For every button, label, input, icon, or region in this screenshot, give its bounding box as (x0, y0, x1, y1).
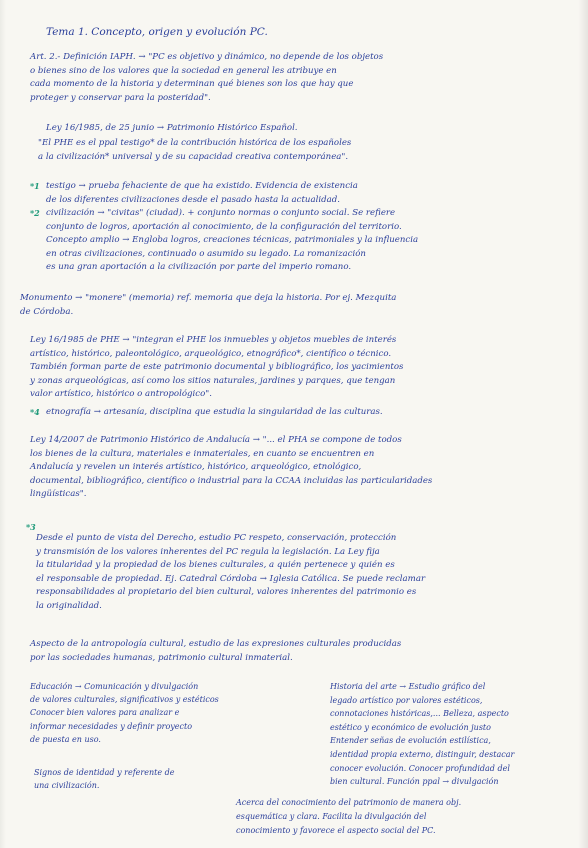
text-line: los bienes de la cultura, materiales e inmateriales, en cuanto se encuentren en (30, 448, 375, 459)
text-line: Desde el punto de vista del Derecho, estudio PC respeto, conservación, protección (36, 533, 397, 543)
text-line: Art. 2.- Definición IAPH. → "PC es objetivo y dinámico, no depende de los objetos (30, 52, 384, 62)
text-line: de valores culturales, significativos y estéticos (30, 695, 219, 705)
art2-paragraph (30, 51, 383, 105)
text-line: estético y económico de evolución justo (330, 722, 491, 732)
text-line: etnografía → artesanía, disciplina que estudia la singularidad de las culturas. (46, 407, 383, 417)
text-line: También forman parte de este patrimonio documental y bibliográfico, los yacimientos (30, 362, 404, 373)
text-line: "El PHE es el ppal testigo* de la contribución histórica de los españoles (38, 138, 352, 148)
text-line: lingüísticas". (30, 489, 87, 500)
derecho-paragraph (26, 522, 426, 614)
text-line: documental, bibliográfico, científico o industrial para la CCAA incluidas las particularidades (30, 475, 433, 486)
monumento-paragraph (20, 292, 396, 319)
text-line: Signos de identidad y referente de (34, 768, 175, 777)
text-line: conjunto de logros, aportación al conocimiento, de la configuración del territorio. (46, 221, 402, 232)
text-line: conocer evolución. Conocer profundidad del (330, 763, 510, 773)
text-line: Historia del arte → Estudio gráfico del (330, 682, 486, 691)
text-line: informar necesidades y definir proyecto (30, 721, 193, 731)
etnografia-note (30, 406, 383, 420)
ley1985-quote (38, 137, 351, 164)
text-line: legado artístico por valores estéticos, (330, 695, 483, 705)
ley1985-art-paragraph (30, 334, 403, 402)
text-line: conocimiento y favorece el aspecto social del PC. (236, 826, 436, 835)
text-line: valor artístico, histórico o antropológico". (30, 389, 212, 400)
text-line: Educación → Comunicación y divulgación (30, 682, 199, 691)
footnote-marker: *3 (26, 522, 36, 532)
text-line: responsabilidades al propietario del bien cultural, valores inherentes del patrimonio es (36, 587, 417, 598)
text-line: Entender señas de evolución estilística, (330, 736, 491, 746)
text-line: proteger y conservar para la posteridad". (30, 92, 211, 103)
text-line: la titularidad y la propiedad de los bienes culturales, a quién pertenece y quién es (36, 560, 395, 571)
text-line: Aspecto de la antropología cultural, estudio de las expresiones culturales producidas (30, 639, 402, 649)
text-line: y zonas arqueológicas, así como los sitios naturales, jardines y parques, que tengan (30, 375, 396, 386)
text-line: Ley 16/1985 de PHE → "integran el PHE los inmuebles y objetos muebles de interés (30, 335, 397, 345)
educacion-column (30, 680, 219, 746)
text-line: bien cultural. Función ppal → divulgación (330, 777, 499, 787)
text-line: connotaciones históricas,... Belleza, aspecto (330, 709, 509, 719)
text-line: Andalucía y revelen un interés artístico, histórico, arqueológico, etnológico, (30, 462, 362, 473)
text-line: de puesta en uso. (30, 734, 101, 744)
text-line: de Córdoba. (20, 306, 74, 317)
text-line: la originalidad. (36, 600, 102, 611)
text-line: esquemática y clara. Facilita la divulgación del (236, 812, 427, 821)
text-line: artístico, histórico, paleontológico, arqueológico, etnográfico*, científico o técnico. (30, 348, 392, 359)
text-line: testigo → prueba fehaciente de que ha existido. Evidencia de existencia (46, 181, 358, 191)
testigo-note (30, 180, 358, 207)
historia-arte-column (330, 680, 514, 789)
text-line: Concepto amplio → Engloba logros, creaciones técnicas, patrimoniales y la influencia (46, 235, 419, 246)
footnote-marker: *1 (30, 181, 40, 191)
text-line: por las sociedades humanas, patrimonio cultural inmaterial. (30, 652, 293, 663)
antropologia-paragraph (30, 638, 401, 665)
civilizacion-note (30, 207, 419, 275)
text-line: Monumento → "monere" (memoria) ref. memoria que deja la historia. Por ej. Mezquita (20, 293, 397, 303)
text-line: Acerca del conocimiento del patrimonio de manera obj. (236, 798, 462, 807)
acerca-paragraph (236, 796, 461, 838)
text-line: identidad propia externo, distinguir, destacar (330, 749, 515, 759)
text-line: una civilización. (34, 781, 100, 791)
text-line: cada momento de la historia y determinan qué bienes son los que hay que (30, 79, 354, 90)
ley2007-paragraph (30, 434, 432, 502)
text-line: de los diferentes civilizaciones desde el pasado hasta la actualidad. (46, 194, 340, 205)
page-title: Tema 1. Concepto, origen y evolución PC. (46, 26, 268, 38)
text-line: Ley 14/2007 de Patrimonio Histórico de Andalucía → "... el PHA se compone de todos (30, 435, 402, 445)
text-line: es una gran aportación a la civilización por parte del imperio romano. (46, 262, 352, 273)
footnote-marker: *4 (30, 407, 40, 417)
ley1985-header: Ley 16/1985, de 25 junio → Patrimonio Histórico Español. (46, 123, 298, 133)
text-line: el responsable de propiedad. Ej. Catedral Córdoba → Iglesia Católica. Se puede reclamar (36, 573, 426, 584)
text-line: en otras civilizaciones, continuado o asumido su legado. La romanización (46, 248, 366, 259)
text-line: a la civilización* universal y de su capacidad creativa contemporánea". (38, 151, 349, 162)
text-line: civilización → "civitas" (ciudad). + conjunto normas o conjunto social. Se refiere (46, 208, 396, 218)
text-line: Conocer bien valores para analizar e (30, 708, 180, 718)
signos-column (34, 766, 174, 792)
footnote-marker: *2 (30, 208, 40, 218)
text-line: o bienes sino de los valores que la sociedad en general les atribuye en (30, 65, 337, 76)
text-line: y transmisión de los valores inherentes del PC regula la legislación. La Ley fija (36, 546, 380, 557)
